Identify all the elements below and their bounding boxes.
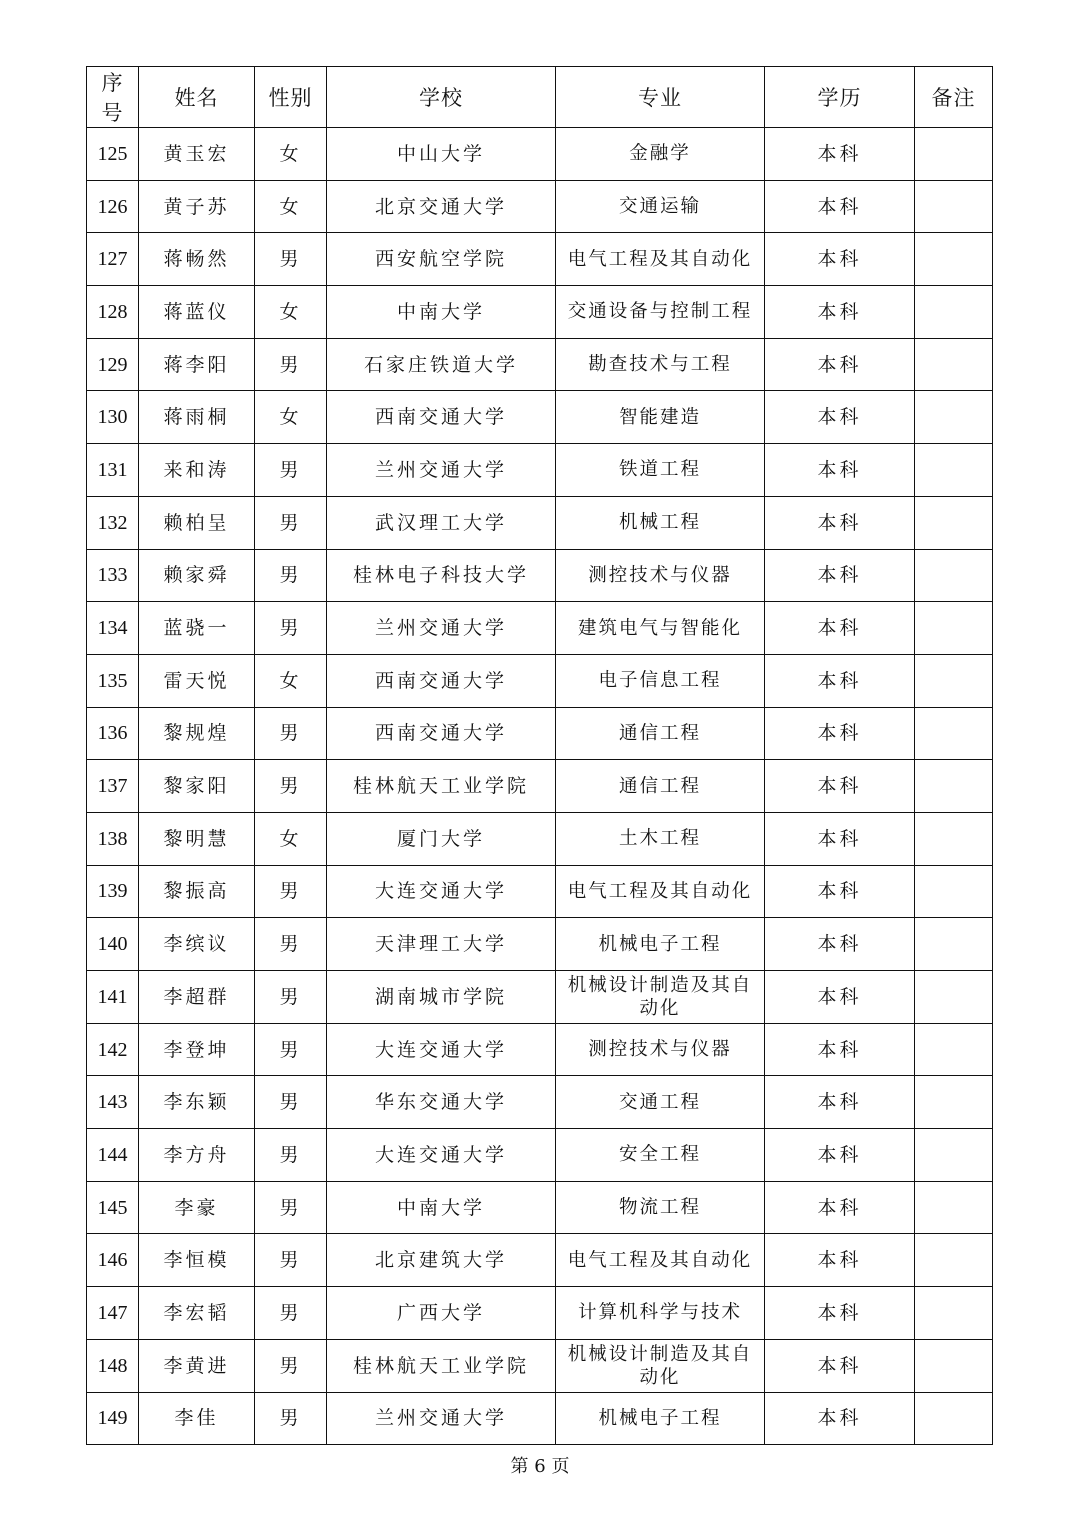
cell-degree: 本科 <box>765 180 915 233</box>
cell-degree: 本科 <box>765 1392 915 1445</box>
cell-seq: 145 <box>87 1181 139 1234</box>
cell-major: 物流工程 <box>556 1181 765 1234</box>
cell-major: 勘查技术与工程 <box>556 338 765 391</box>
cell-seq: 143 <box>87 1076 139 1129</box>
cell-gender: 女 <box>255 286 327 339</box>
cell-name: 蒋畅然 <box>139 233 255 286</box>
cell-seq: 148 <box>87 1339 139 1392</box>
cell-school: 西南交通大学 <box>327 707 556 760</box>
cell-seq: 139 <box>87 865 139 918</box>
cell-school: 中南大学 <box>327 286 556 339</box>
header-remark: 备注 <box>915 67 993 128</box>
cell-gender: 男 <box>255 233 327 286</box>
cell-degree: 本科 <box>765 128 915 181</box>
cell-major: 机械设计制造及其自动化 <box>556 1339 765 1392</box>
cell-name: 李佳 <box>139 1392 255 1445</box>
cell-seq: 127 <box>87 233 139 286</box>
page-number: 第 6 页 <box>510 1456 570 1477</box>
cell-remark <box>915 549 993 602</box>
cell-seq: 132 <box>87 496 139 549</box>
cell-school: 桂林航天工业学院 <box>327 760 556 813</box>
table-row <box>87 338 993 391</box>
cell-major: 机械设计制造及其自动化 <box>556 971 765 1024</box>
cell-name: 蓝骁一 <box>139 602 255 655</box>
cell-degree: 本科 <box>765 602 915 655</box>
cell-major: 交通运输 <box>556 180 765 233</box>
cell-school: 西南交通大学 <box>327 391 556 444</box>
cell-degree: 本科 <box>765 760 915 813</box>
cell-degree: 本科 <box>765 338 915 391</box>
table-row <box>87 1234 993 1287</box>
cell-remark <box>915 444 993 497</box>
cell-remark <box>915 812 993 865</box>
cell-gender: 女 <box>255 812 327 865</box>
header-school: 学校 <box>327 67 556 128</box>
cell-school: 武汉理工大学 <box>327 496 556 549</box>
cell-remark <box>915 1129 993 1182</box>
cell-remark <box>915 602 993 655</box>
table-row <box>87 1181 993 1234</box>
cell-school: 中山大学 <box>327 128 556 181</box>
cell-seq: 136 <box>87 707 139 760</box>
cell-seq: 137 <box>87 760 139 813</box>
cell-degree: 本科 <box>765 654 915 707</box>
cell-school: 广西大学 <box>327 1287 556 1340</box>
cell-remark <box>915 286 993 339</box>
cell-name: 李豪 <box>139 1181 255 1234</box>
cell-gender: 女 <box>255 654 327 707</box>
table-row <box>87 444 993 497</box>
cell-seq: 134 <box>87 602 139 655</box>
cell-degree: 本科 <box>765 1023 915 1076</box>
cell-school: 西南交通大学 <box>327 654 556 707</box>
header-seq: 序号 <box>87 67 139 128</box>
cell-school: 大连交通大学 <box>327 865 556 918</box>
cell-gender: 男 <box>255 549 327 602</box>
cell-school: 桂林航天工业学院 <box>327 1339 556 1392</box>
cell-seq: 149 <box>87 1392 139 1445</box>
cell-name: 来和涛 <box>139 444 255 497</box>
cell-school: 石家庄铁道大学 <box>327 338 556 391</box>
table-row <box>87 391 993 444</box>
cell-major: 机械工程 <box>556 496 765 549</box>
cell-major: 通信工程 <box>556 707 765 760</box>
cell-school: 华东交通大学 <box>327 1076 556 1129</box>
cell-seq: 140 <box>87 918 139 971</box>
table-row <box>87 1339 993 1392</box>
table-row <box>87 812 993 865</box>
cell-degree: 本科 <box>765 971 915 1024</box>
table-body <box>87 128 993 1445</box>
cell-gender: 男 <box>255 1076 327 1129</box>
cell-gender: 男 <box>255 865 327 918</box>
cell-school: 大连交通大学 <box>327 1129 556 1182</box>
cell-seq: 131 <box>87 444 139 497</box>
cell-school: 大连交通大学 <box>327 1023 556 1076</box>
cell-seq: 146 <box>87 1234 139 1287</box>
cell-major: 测控技术与仪器 <box>556 1023 765 1076</box>
table-row <box>87 918 993 971</box>
cell-major: 电气工程及其自动化 <box>556 233 765 286</box>
cell-remark <box>915 233 993 286</box>
cell-gender: 男 <box>255 1392 327 1445</box>
cell-school: 桂林电子科技大学 <box>327 549 556 602</box>
cell-gender: 男 <box>255 496 327 549</box>
cell-major: 安全工程 <box>556 1129 765 1182</box>
cell-major: 交通设备与控制工程 <box>556 286 765 339</box>
cell-name: 李黄进 <box>139 1339 255 1392</box>
cell-name: 李东颖 <box>139 1076 255 1129</box>
cell-remark <box>915 654 993 707</box>
cell-seq: 130 <box>87 391 139 444</box>
cell-gender: 男 <box>255 707 327 760</box>
cell-remark <box>915 180 993 233</box>
table-row <box>87 654 993 707</box>
cell-gender: 男 <box>255 1129 327 1182</box>
cell-gender: 女 <box>255 128 327 181</box>
cell-degree: 本科 <box>765 391 915 444</box>
cell-gender: 男 <box>255 602 327 655</box>
header-row <box>87 67 993 128</box>
cell-degree: 本科 <box>765 865 915 918</box>
table-row <box>87 1287 993 1340</box>
cell-major: 通信工程 <box>556 760 765 813</box>
cell-name: 李宏韬 <box>139 1287 255 1340</box>
cell-school: 厦门大学 <box>327 812 556 865</box>
table-row <box>87 760 993 813</box>
cell-degree: 本科 <box>765 233 915 286</box>
cell-seq: 125 <box>87 128 139 181</box>
header-name: 姓名 <box>139 67 255 128</box>
cell-remark <box>915 918 993 971</box>
table-row <box>87 233 993 286</box>
cell-degree: 本科 <box>765 1339 915 1392</box>
cell-degree: 本科 <box>765 918 915 971</box>
cell-name: 蒋雨桐 <box>139 391 255 444</box>
cell-degree: 本科 <box>765 1234 915 1287</box>
cell-name: 李缤议 <box>139 918 255 971</box>
cell-remark <box>915 1339 993 1392</box>
table-row <box>87 549 993 602</box>
cell-gender: 男 <box>255 1181 327 1234</box>
cell-school: 兰州交通大学 <box>327 444 556 497</box>
table-row <box>87 128 993 181</box>
cell-major: 计算机科学与技术 <box>556 1287 765 1340</box>
cell-degree: 本科 <box>765 707 915 760</box>
cell-degree: 本科 <box>765 1129 915 1182</box>
table-row <box>87 496 993 549</box>
cell-school: 中南大学 <box>327 1181 556 1234</box>
cell-name: 黎家阳 <box>139 760 255 813</box>
cell-seq: 144 <box>87 1129 139 1182</box>
cell-gender: 女 <box>255 391 327 444</box>
table-row <box>87 1076 993 1129</box>
cell-name: 李恒模 <box>139 1234 255 1287</box>
cell-name: 李登坤 <box>139 1023 255 1076</box>
cell-remark <box>915 1181 993 1234</box>
cell-remark <box>915 971 993 1024</box>
cell-degree: 本科 <box>765 496 915 549</box>
cell-seq: 133 <box>87 549 139 602</box>
cell-name: 蒋蓝仪 <box>139 286 255 339</box>
cell-seq: 147 <box>87 1287 139 1340</box>
cell-seq: 142 <box>87 1023 139 1076</box>
cell-major: 电子信息工程 <box>556 654 765 707</box>
cell-gender: 男 <box>255 760 327 813</box>
cell-gender: 男 <box>255 971 327 1024</box>
cell-gender: 男 <box>255 1287 327 1340</box>
cell-remark <box>915 128 993 181</box>
cell-name: 李方舟 <box>139 1129 255 1182</box>
cell-remark <box>915 1234 993 1287</box>
cell-remark <box>915 1392 993 1445</box>
cell-major: 智能建造 <box>556 391 765 444</box>
cell-name: 李超群 <box>139 971 255 1024</box>
cell-remark <box>915 865 993 918</box>
cell-seq: 126 <box>87 180 139 233</box>
cell-name: 雷天悦 <box>139 654 255 707</box>
table-row <box>87 1392 993 1445</box>
table-row <box>87 1129 993 1182</box>
cell-gender: 男 <box>255 1339 327 1392</box>
cell-school: 北京交通大学 <box>327 180 556 233</box>
cell-major: 测控技术与仪器 <box>556 549 765 602</box>
cell-major: 金融学 <box>556 128 765 181</box>
cell-major: 机械电子工程 <box>556 918 765 971</box>
cell-school: 湖南城市学院 <box>327 971 556 1024</box>
table-row <box>87 971 993 1024</box>
cell-name: 赖家舜 <box>139 549 255 602</box>
cell-name: 黎规煌 <box>139 707 255 760</box>
cell-remark <box>915 391 993 444</box>
table-row <box>87 707 993 760</box>
cell-name: 黎振高 <box>139 865 255 918</box>
cell-major: 建筑电气与智能化 <box>556 602 765 655</box>
table-row <box>87 1023 993 1076</box>
cell-remark <box>915 1076 993 1129</box>
cell-seq: 129 <box>87 338 139 391</box>
cell-school: 天津理工大学 <box>327 918 556 971</box>
cell-school: 北京建筑大学 <box>327 1234 556 1287</box>
cell-major: 电气工程及其自动化 <box>556 1234 765 1287</box>
cell-degree: 本科 <box>765 1287 915 1340</box>
cell-gender: 男 <box>255 1234 327 1287</box>
cell-degree: 本科 <box>765 1181 915 1234</box>
cell-remark <box>915 338 993 391</box>
cell-seq: 141 <box>87 971 139 1024</box>
cell-school: 兰州交通大学 <box>327 602 556 655</box>
cell-degree: 本科 <box>765 1076 915 1129</box>
cell-seq: 135 <box>87 654 139 707</box>
cell-remark <box>915 1287 993 1340</box>
cell-school: 兰州交通大学 <box>327 1392 556 1445</box>
cell-remark <box>915 760 993 813</box>
cell-gender: 男 <box>255 444 327 497</box>
cell-name: 黎明慧 <box>139 812 255 865</box>
table-row <box>87 602 993 655</box>
cell-gender: 男 <box>255 918 327 971</box>
roster-table <box>86 66 993 1445</box>
cell-degree: 本科 <box>765 286 915 339</box>
cell-remark <box>915 1023 993 1076</box>
cell-name: 蒋李阳 <box>139 338 255 391</box>
cell-school: 西安航空学院 <box>327 233 556 286</box>
cell-major: 交通工程 <box>556 1076 765 1129</box>
header-major: 专业 <box>556 67 765 128</box>
table-row <box>87 865 993 918</box>
header-degree: 学历 <box>765 67 915 128</box>
cell-degree: 本科 <box>765 812 915 865</box>
cell-major: 铁道工程 <box>556 444 765 497</box>
cell-gender: 男 <box>255 1023 327 1076</box>
cell-remark <box>915 707 993 760</box>
cell-gender: 女 <box>255 180 327 233</box>
cell-name: 赖柏呈 <box>139 496 255 549</box>
table-row <box>87 180 993 233</box>
cell-seq: 128 <box>87 286 139 339</box>
cell-remark <box>915 496 993 549</box>
cell-name: 黄玉宏 <box>139 128 255 181</box>
table-row <box>87 286 993 339</box>
cell-degree: 本科 <box>765 549 915 602</box>
cell-degree: 本科 <box>765 444 915 497</box>
header-gender: 性别 <box>255 67 327 128</box>
cell-seq: 138 <box>87 812 139 865</box>
cell-gender: 男 <box>255 338 327 391</box>
cell-major: 土木工程 <box>556 812 765 865</box>
cell-name: 黄子苏 <box>139 180 255 233</box>
cell-major: 机械电子工程 <box>556 1392 765 1445</box>
cell-major: 电气工程及其自动化 <box>556 865 765 918</box>
